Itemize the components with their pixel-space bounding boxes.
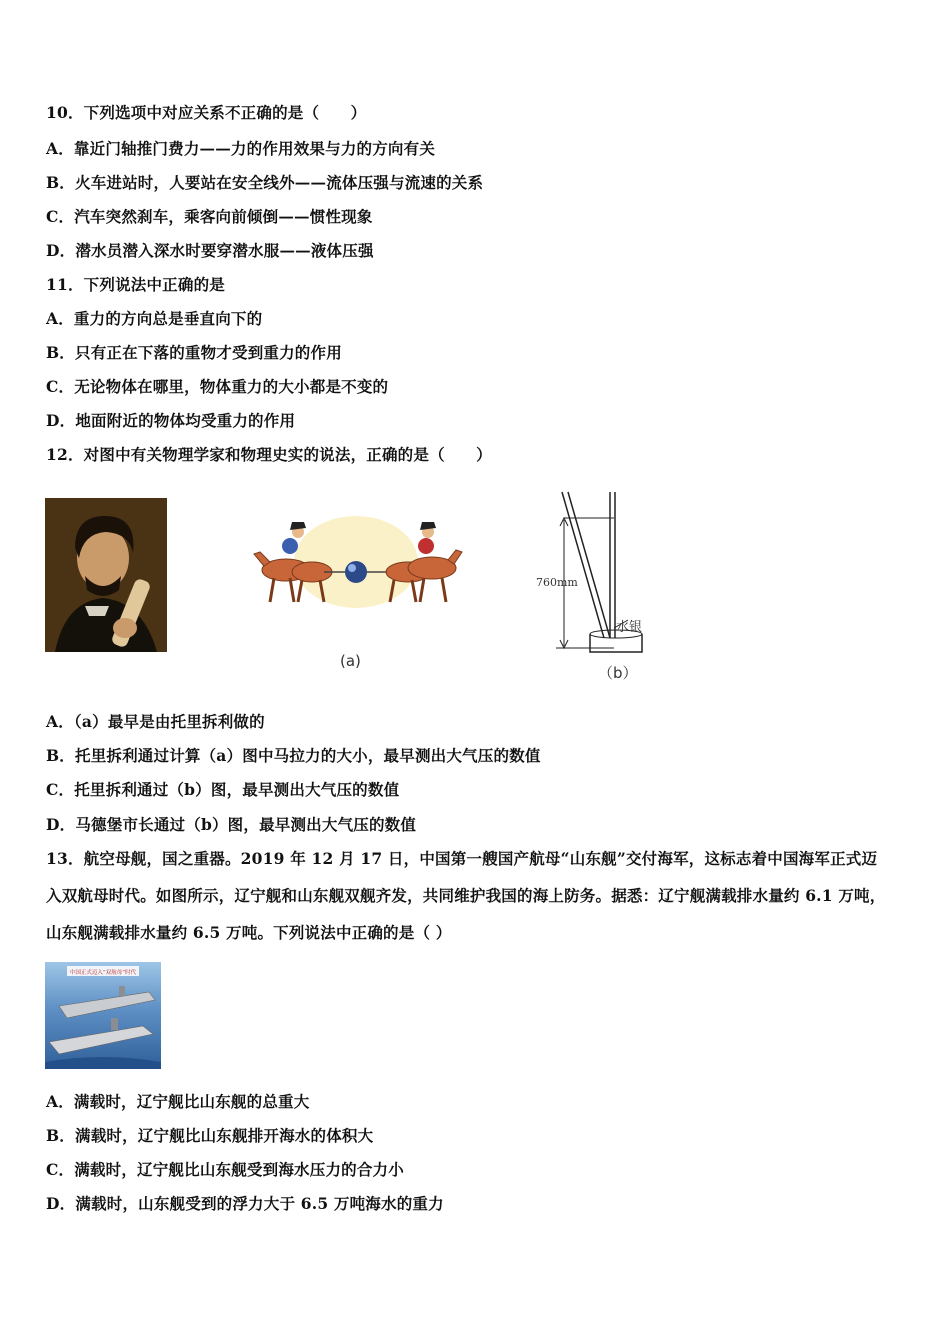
q13-stem-line-1: 13．航空母舰，国之重器。2019 年 12 月 17 日，中国第一艘国产航母“山东舰”交付海军，这标志着中国海军正式迈 [46,849,878,868]
q10-stem: 10．下列选项中对应关系不正确的是（ ） [46,103,367,122]
mercury-label: 水银 [616,620,643,635]
q12-option-b: B．托里拆利通过计算（a）图中马拉力的大小，最早测出大气压的数值 [46,746,541,765]
q10-option-b: B．火车进站时，人要站在安全线外——流体压强与流速的关系 [46,173,484,192]
figure-b-caption: （b） [598,664,638,682]
q10-option-a: A．靠近门轴推门费力——力的作用效果与力的方向有关 [46,139,436,158]
q12-stem: 12．对图中有关物理学家和物理史实的说法，正确的是（ ） [46,445,492,464]
carrier-banner-text: 中国正式迈入“双航母”时代 [69,970,137,976]
q12-option-d: D．马德堡市长通过（b）图，最早测出大气压的数值 [46,815,417,834]
aircraft-carriers-photo [45,962,161,1069]
figure-a-caption: (a) [340,652,361,670]
q13-option-a: A．满载时，辽宁舰比山东舰的总重大 [46,1092,310,1111]
q11-stem: 11．下列说法中正确的是 [46,275,225,294]
q13-option-d: D．满载时，山东舰受到的浮力大于 6.5 万吨海水的重力 [46,1194,444,1213]
magdeburg-hemispheres-figure [250,510,465,610]
q10-option-d: D．潜水员潜入深水时要穿潜水服——液体压强 [46,241,374,260]
q13-stem-line-2: 入双航母时代。如图所示，辽宁舰和山东舰双舰齐发，共同维护我国的海上防务。据悉：辽宁舰满载排水量约 6.1 万吨， [46,886,886,905]
q11-option-c: C．无论物体在哪里，物体重力的大小都是不变的 [46,377,389,396]
q11-option-b: B．只有正在下落的重物才受到重力的作用 [46,343,342,362]
q13-option-c: C．满载时，辽宁舰比山东舰受到海水压力的合力小 [46,1160,404,1179]
torricelli-portrait [45,498,167,652]
q11-option-d: D．地面附近的物体均受重力的作用 [46,411,296,430]
q13-stem-line-3: 山东舰满载排水量约 6.5 万吨。下列说法中正确的是（ ） [46,923,452,942]
q11-option-a: A．重力的方向总是垂直向下的 [46,309,263,328]
q12-option-a: A．（a）最早是由托里拆利做的 [46,712,265,731]
q12-option-c: C．托里拆利通过（b）图，最早测出大气压的数值 [46,780,400,799]
q10-option-c: C．汽车突然刹车，乘客向前倾倒——惯性现象 [46,207,373,226]
height-label: 760mm [536,576,578,589]
q13-option-b: B．满载时，辽宁舰比山东舰排开海水的体积大 [46,1126,374,1145]
